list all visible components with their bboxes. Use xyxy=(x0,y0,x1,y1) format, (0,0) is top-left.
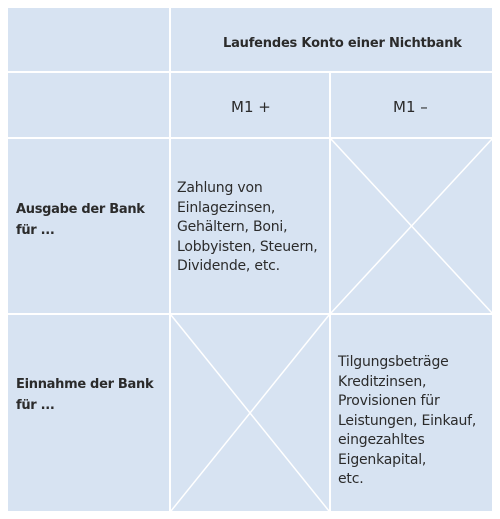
empty-cell-cross xyxy=(331,139,492,313)
text-line: Zahlung von xyxy=(177,180,263,196)
row-label-line: Einnahme der Bank xyxy=(16,377,154,392)
text-line: Kreditzinsen, xyxy=(338,373,427,390)
text-line: Leistungen, Einkauf, xyxy=(338,412,477,429)
column-header-m1-minus xyxy=(331,73,492,137)
cell-einnahme-m1-minus xyxy=(331,315,492,511)
text-line: Provisionen für xyxy=(338,393,440,409)
einnahme-m1-minus-text xyxy=(338,353,476,490)
subheader-corner-cell xyxy=(8,73,169,137)
row-label-ausgabe xyxy=(16,199,145,241)
row-label-cell-ausgabe xyxy=(8,139,169,313)
text-line: Tilgungsbeträge xyxy=(338,354,449,370)
row-label-line: für ... xyxy=(16,223,55,238)
money-creation-table xyxy=(8,8,492,511)
column-header-m1-plus xyxy=(171,73,329,137)
text-line: Lobbyisten, Steuern, xyxy=(177,238,318,255)
table-header-cell xyxy=(171,8,492,71)
row-label-line: für ... xyxy=(16,398,55,413)
grid-line-horizontal xyxy=(8,137,492,139)
text-line: Einlagezinsen, xyxy=(177,199,276,216)
column-label-m1-minus: M1 – xyxy=(393,98,428,116)
text-line: Dividende, etc. xyxy=(177,258,280,274)
cell-ausgabe-m1-minus-empty xyxy=(331,139,492,313)
table-header-title: Laufendes Konto einer Nichtbank xyxy=(223,36,462,51)
row-label-line: Ausgabe der Bank xyxy=(16,202,145,217)
grid-line-horizontal xyxy=(8,71,492,73)
table-corner-cell xyxy=(8,8,169,71)
text-line: Gehältern, Boni, xyxy=(177,219,288,235)
row-label-einnahme xyxy=(16,374,153,416)
cell-ausgabe-m1-plus xyxy=(171,139,329,313)
ausgabe-m1-plus-text xyxy=(177,179,318,277)
text-line: Eigenkapital, xyxy=(338,451,427,468)
grid-line-vertical xyxy=(169,8,171,511)
cell-einnahme-m1-plus-empty xyxy=(171,315,329,511)
text-line: etc. xyxy=(338,471,364,487)
column-label-m1-plus: M1 + xyxy=(231,98,271,116)
grid-line-horizontal xyxy=(8,313,492,315)
empty-cell-cross xyxy=(171,315,329,511)
text-line: eingezahltes xyxy=(338,432,425,448)
row-label-cell-einnahme xyxy=(8,315,169,511)
